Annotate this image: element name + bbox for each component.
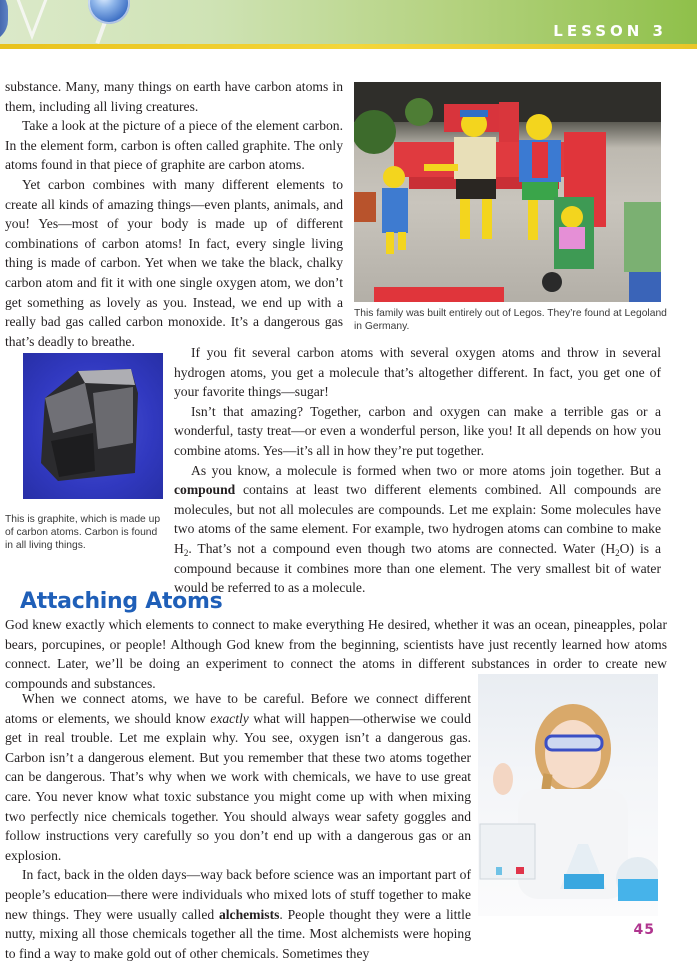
graphite-photo	[23, 353, 163, 499]
molecule-bond-icon	[14, 0, 50, 42]
atom-ball-icon	[88, 0, 130, 24]
girl-chemistry-photo	[478, 674, 658, 916]
lego-scene-illustration	[354, 82, 661, 302]
middle-column-text	[174, 343, 661, 598]
molecule-stick-icon	[95, 22, 106, 44]
header-stripe	[0, 44, 697, 49]
emphasis-exactly: exactly	[210, 710, 249, 726]
compound-paragraph	[174, 461, 661, 598]
paragraph: Isn’t that amazing? Together, carbon and oxygen can make a terrible gas or a wonderful, tasty treat—or even a wonderful person, like you! It all depends on how you combine atoms. Yes—it’s all in how they’re put together.	[174, 403, 661, 458]
term-alchemists: alchemists	[218, 906, 280, 922]
graphite-photo-caption: This is graphite, which is made up of carbon atoms. Carbon is found in all living things.	[5, 514, 161, 551]
paragraph: If you fit several carbon atoms with several oxygen atoms and throw in several hydrogen atoms, you get a molecule that’s altogether different. In fact, you get one of your favorite things—sugar!	[174, 345, 661, 400]
lego-family-photo	[354, 82, 661, 302]
lesson-header-banner	[0, 0, 697, 44]
text-run: . That’s not a compound even though two atoms are connected. Water (H	[188, 540, 616, 556]
chemistry-scene-illustration	[478, 674, 658, 916]
text-run: what will happen—otherwise we could get in real trouble. Let me explain why. You see, oxygen isn’t a dangerous gas. Carbon isn’t a dangerous element. But you remember that these two atoms together can be dangerous. That’s why when we work with chemicals, we have to use great care. You never know what toxic substance you might come up with when mixing two perfectly nice chemicals together. You should always wear safety goggles and follow instructions very carefully so you don’t end up with a dangerous gas or an explosion.	[5, 710, 472, 863]
paragraph: substance. Many, many things on earth have carbon atoms in them, including all living creatures.	[5, 79, 343, 114]
paragraph	[5, 689, 471, 865]
text-run: . People thought they were a little nutty, mixing all those chemicals together all the time. Most alchemists were hoping to find a way to make gold out of other chemicals. Sometimes they	[5, 906, 471, 961]
subscript: 2	[183, 547, 189, 558]
lower-column-text	[5, 689, 471, 963]
subscript: 2	[615, 547, 620, 558]
section-heading: Attaching Atoms	[20, 589, 223, 614]
molecule-decoration-icon	[0, 0, 8, 42]
paragraph	[5, 865, 471, 963]
text-run: As you know, a molecule is formed when two or more atoms join together. But a	[191, 462, 661, 478]
page-number: 45	[633, 922, 655, 938]
lego-photo-caption: This family was built entirely out of Legos. They’re found at Legoland in Germany.	[354, 308, 667, 332]
graphite-rock-illustration	[23, 353, 163, 499]
left-column-text	[5, 77, 343, 351]
term-compound: compound	[174, 482, 236, 498]
text-run: contains at least two different elements combined. All compounds are molecules, but not all molecules are compounds. Let me explain: Some molecules have two atoms of the same element. For example, two hydrogen atoms can combine to make H	[174, 482, 661, 556]
paragraph: Take a look at the picture of a piece of the element carbon. In the element form, carbon is often called graphite. The only atoms found in that piece of graphite are carbon atoms.	[5, 118, 343, 173]
paragraph: Yet carbon combines with many different elements to create all kinds of amazing things—even plants, animals, and you! Yes—most of your body is made up of different combinations of carbon atoms! In fact, every single living thing is made of carbon. Yet when we take the black, chalky carbon atom and fit it with one single oxygen atom, we don’t get something as lovely as you. Instead, we end up with a really bad gas called carbon monoxide. It’s a dangerous gas that’s deadly to breathe.	[5, 176, 343, 349]
text-run: In fact, back in the olden days—way back before science was an important part of people’s education—there were individuals who mixed lots of stuff together to make new things. They were usually called	[5, 867, 471, 922]
text-run: When we connect atoms, we have to be careful. Before we connect different atoms or elements, we should know	[5, 691, 471, 726]
lesson-label: LESSON 3	[553, 22, 667, 40]
paragraph: God knew exactly which elements to connect to make everything He desired, whether it was an ocean, pineapples, polar bears, porcupines, or people! Although God knew from the beginning, scientists have just recently learned how atoms connect. Later, we’ll be doing an experiment to connect the atoms in different substances in order to create new compounds and substances.	[5, 617, 667, 691]
text-run: O) is a compound because it combines more than one element. The very smallest bit of water would be referred to as a molecule.	[174, 540, 661, 596]
